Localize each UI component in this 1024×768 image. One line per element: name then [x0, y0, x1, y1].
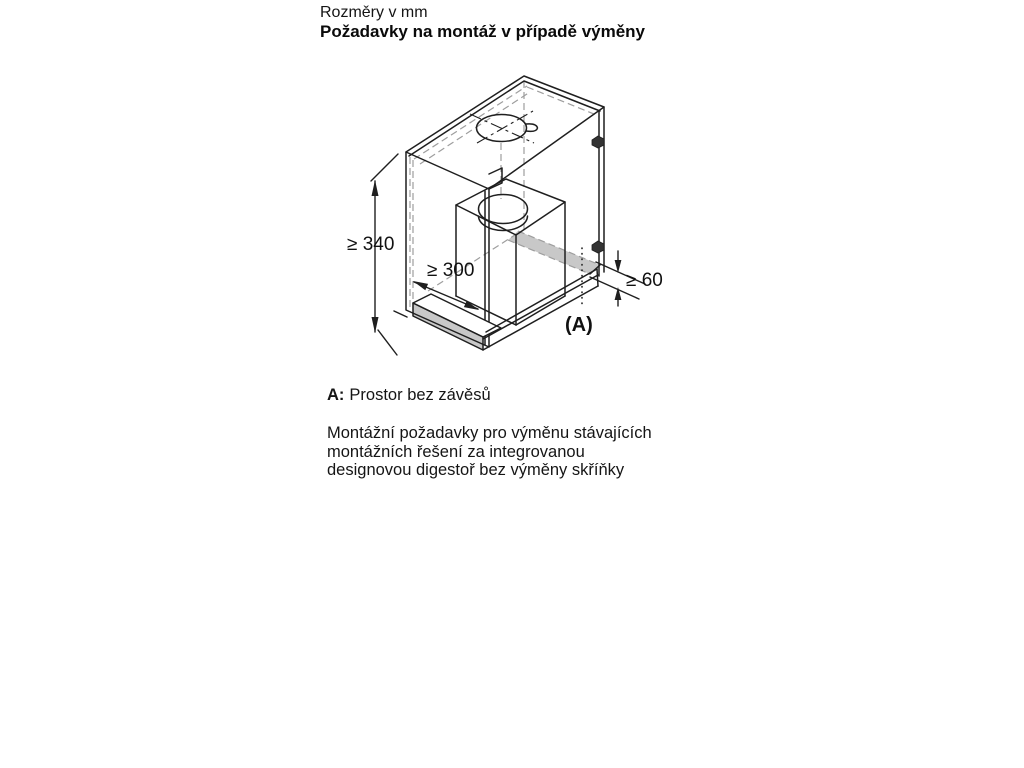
annotation-a-label: (A) [565, 314, 593, 336]
page-title: Požadavky na montáž v případě výměny [320, 22, 646, 41]
misc-bottom-left-line [394, 311, 407, 317]
legend-term: A: [327, 386, 345, 404]
caption [327, 424, 652, 480]
hinge-icon-top [592, 136, 604, 148]
top-face-hidden-edge-2 [420, 92, 530, 164]
dim-340-ext-bottom [378, 330, 397, 355]
duct-transition-tab [489, 168, 502, 189]
dimension-depth-label: ≥ 300 [427, 260, 475, 281]
caption-line-1: Montážní požadavky pro výměnu stávajících [327, 424, 652, 442]
dim-300-arrow-left [413, 281, 428, 290]
cabinet-outline [394, 76, 604, 350]
dimension-clearance-label: ≥ 60 [626, 270, 663, 291]
legend [327, 386, 491, 405]
hinge-icon-bottom [592, 241, 604, 253]
dim-340-arrow-down [372, 317, 379, 333]
hood-top-face [456, 179, 565, 235]
dim-340-ext-top [371, 154, 398, 181]
hinges [592, 136, 604, 253]
dimension-height-label: ≥ 340 [347, 234, 395, 255]
cabinet-top-inner-edge [409, 81, 600, 156]
hood-duct-collar-top [479, 195, 528, 224]
caption-line-3: designovou digestoř bez výměny skříňky [327, 461, 625, 479]
dim-340-arrow-up [372, 180, 379, 196]
legend-definition: Prostor bez závěsů [349, 386, 491, 404]
bottom-front-rail-end [597, 269, 598, 286]
top-vent-tab [526, 124, 538, 132]
caption-line-2: montážních řešení za integrovanou [327, 442, 585, 461]
shaded-no-hinge-strip [508, 231, 600, 274]
top-face-hidden-edge-1 [414, 86, 527, 159]
units-note: Rozměry v mm [320, 4, 428, 21]
